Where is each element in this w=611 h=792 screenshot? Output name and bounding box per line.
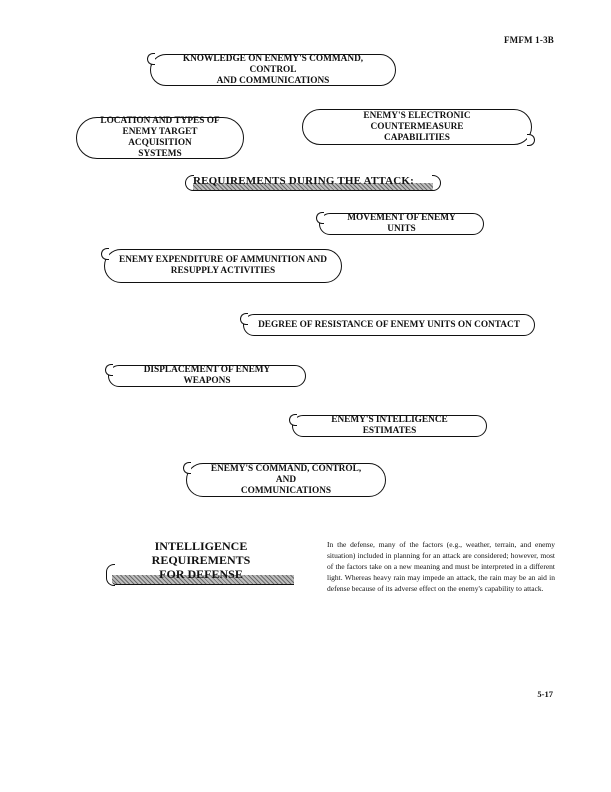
banner-defense	[108, 539, 294, 581]
page-number: 5-17	[537, 689, 553, 699]
pill-knowledge-command: KNOWLEDGE ON ENEMY'S COMMAND, CONTROL AND COMMUNICATIONS	[150, 54, 396, 86]
pill-movement-units: MOVEMENT OF ENEMY UNITS	[319, 213, 484, 235]
banner-attack	[193, 175, 433, 187]
banner-attack-text: REQUIREMENTS DURING THE ATTACK:	[193, 175, 415, 187]
pill-command-control: ENEMY'S COMMAND, CONTROL, AND COMMUNICATIONS	[186, 463, 386, 497]
document-id: FMFM 1-3B	[503, 35, 554, 45]
banner-defense-line2: FOR DEFENSE	[159, 567, 243, 581]
pill-intelligence-estimates: ENEMY'S INTELLIGENCE ESTIMATES	[292, 415, 487, 437]
pill-location-types: LOCATION AND TYPES OF ENEMY TARGET ACQUISITION SYSTEMS	[76, 117, 244, 159]
pill-degree-resistance: DEGREE OF RESISTANCE OF ENEMY UNITS ON CONTACT	[243, 314, 535, 336]
pill-electronic-countermeasure: ENEMY'S ELECTRONIC COUNTERMEASURE CAPABILITIES	[302, 109, 532, 145]
banner-defense-line1: INTELLIGENCE REQUIREMENTS	[151, 539, 251, 567]
pill-expenditure-ammunition: ENEMY EXPENDITURE OF AMMUNITION AND RESUPPLY ACTIVITIES	[104, 249, 342, 283]
defense-paragraph: In the defense, many of the factors (e.g., weather, terrain, and enemy situation) included in planning for an attack are considered; however, most of the factors take on a new meaning and must be interpreted in a different light. Whereas heavy rain may impede an attack, the rain may be an aid in defense because of its adverse effect on the enemy's capability to attack.	[327, 540, 555, 593]
banner-attack-hook-right	[432, 175, 441, 191]
pill-displacement-weapons: DISPLACEMENT OF ENEMY WEAPONS	[108, 365, 306, 387]
